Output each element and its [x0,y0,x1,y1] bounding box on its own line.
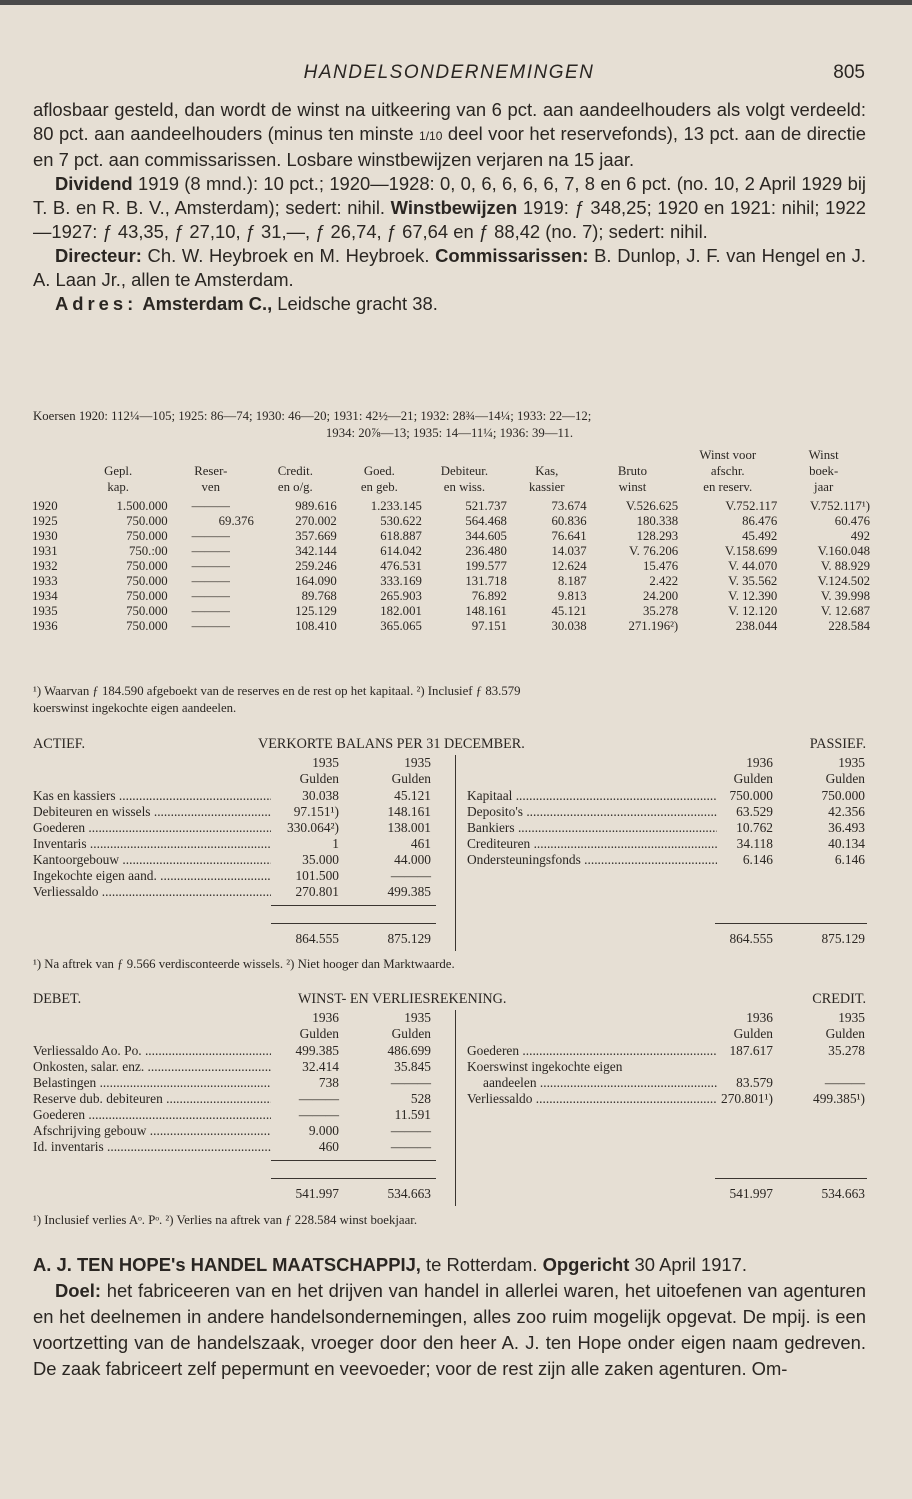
stats-header-cell [69,447,168,463]
stats-header-cell [32,447,69,463]
total-rule [715,1178,867,1179]
total-rule [271,923,436,924]
stats-footnote [33,683,866,717]
line-value: 6.146 [834,852,865,867]
col-year: 1935 [838,1010,865,1025]
winst-verliesrekening [33,990,866,1208]
line-value: ——— [390,1075,431,1090]
total-value: 864.555 [729,931,773,946]
balance-title: VERKORTE BALANS PER 31 DECEMBER. [258,736,525,752]
stats-header-cell: Credit. [277,464,313,478]
line-value: 738 [318,1075,339,1090]
line-value: ——— [298,1091,339,1106]
pl-heading [33,990,866,1008]
col-unit: Gulden [733,771,773,786]
dividend-label: Dividend [55,173,133,194]
line-value: 42.356 [828,804,865,819]
stats-cell: ——— [191,499,230,513]
stats-row [32,499,870,514]
fraction-tenth: 1/10 [419,129,443,143]
stats-cell: V.160.048 [817,544,870,558]
stats-cell: 86.476 [742,514,778,528]
col-unit: Gulden [825,1026,865,1041]
stats-cell: 750.000 [126,619,168,633]
stats-header-cell: Goed. [363,464,395,478]
line-value: 63.529 [736,804,773,819]
stats-cell: ——— [191,529,230,543]
line-label: Kas en kassiers ..... [33,788,271,804]
stats-cell: 2.422 [649,574,679,588]
stats-header-cell: en geb. [360,480,398,494]
stats-cell: 750.000 [126,589,168,603]
stats-cell: 259.246 [295,559,337,573]
stats-cell: 14.037 [551,544,587,558]
stats-cell: 125.129 [295,604,337,618]
stats-header-cell [587,447,679,463]
line-label: Id. inventaris ..... [33,1139,271,1155]
koersen-line1: Koersen 1920: 112¼—105; 1925: 86—74; 1930: 46—20; 1931: 42½—21; 1932: 28¾—14¼; 1933: 22—12; [33,409,592,423]
line-value: 34.118 [736,836,773,851]
doel-text: het fabriceeren van en het drijven van handel in allerlei waren, het uitoefenen van agenturen en het deelnemen in andere handelsondernemingen, alles zoo ruim mogelijk opgevat. De mpij. is een voortzetting van de handelszaak, vroeger door den heer A. J. ten Hope onder eigen naam gedreven. De zaak fabriceert zelf pepermunt en veevoeder; voor de rest zijn alle zaken agenturen. Om- [33,1280,866,1379]
line-value: 97.151¹) [293,804,339,819]
line-value: 270.801 [295,884,339,899]
line-value: 138.001 [387,820,431,835]
stats-cell: 97.151 [471,619,507,633]
winstbewijzen-label: Winstbewijzen [390,197,518,218]
line-label: Reserve dub. debiteuren ..... [33,1091,271,1107]
stats-cell: 24.200 [643,589,679,603]
stats-cell: 357.669 [295,529,337,543]
stats-cell: 60.836 [551,514,587,528]
stats-header-cell: en wiss. [443,480,486,494]
line-label: Verliessaldo ..... [467,1091,717,1107]
line-value: 499.385¹) [813,1091,865,1106]
line-value: ——— [390,1139,431,1154]
stats-header-cell [507,447,587,463]
winstbewijzen-text: 1919: ƒ 348,25; 1920 en 1921: nihil; 1922—1927: ƒ 43,35, ƒ 27,10, ƒ 31,—, ƒ 26,74, ƒ 67,64 en ƒ 88,42 (no. 7); sedert: nihil. [33,197,867,242]
stats-cell: 1.233.145 [370,499,422,513]
line-label: Onkosten, salar. enz. ..... [33,1059,271,1075]
stats-row [32,514,870,529]
koersen-line2: 1934: 20⅞—13; 1935: 14—11¼; 1936: 39—11. [325,426,574,440]
line-label: Verliessaldo ..... [33,884,271,900]
stats-footnote-line1: ¹) Waarvan ƒ 184.590 afgeboekt van de reserves en de rest op het kapitaal. ²) Inclusief ƒ 83.579 [33,684,521,698]
line-value: 35.000 [302,852,339,867]
stats-header-row [32,447,870,463]
total-value: 875.129 [387,931,431,946]
stats-cell: 69.376 [218,514,254,528]
intro-text [33,98,866,316]
line-label: Inventaris ..... [33,836,271,852]
line-value: 32.414 [302,1059,339,1074]
stats-cell: V. 39.998 [820,589,870,603]
stats-header-cell [422,447,507,463]
stats-header-row [32,479,870,495]
header-title: HANDELSONDERNEMINGEN [303,62,595,83]
stats-cell: 1931 [32,544,58,558]
stats-header-cell: Winst [808,448,839,462]
stats-row [32,529,870,544]
stats-row [32,589,870,604]
total-rule [271,905,436,906]
doel-label: Doel: [55,1280,101,1301]
stats-cell: 228.584 [828,619,870,633]
page-number: 805 [833,62,865,83]
stats-cell: 45.121 [551,604,587,618]
stats-row [32,559,870,574]
stats-cell: 342.144 [295,544,337,558]
stats-cell: 521.737 [465,499,507,513]
col-unit: Gulden [825,771,865,786]
stats-cell: 30.038 [551,619,587,633]
line-value: 187.617 [729,1043,773,1058]
stats-cell: 365.065 [380,619,422,633]
stats-cell: 271.196²) [628,619,679,633]
stats-cell: 989.616 [295,499,337,513]
stats-header-cell [337,447,422,463]
line-value: 101.500 [295,868,339,883]
stats-cell: 614.042 [380,544,422,558]
stats-header-cell: en o/g. [277,480,313,494]
stats-cell: 1934 [32,589,58,603]
line-value: 148.161 [387,804,431,819]
stats-header-cell: Gepl. [104,464,133,478]
stats-header-cell: Bruto [617,464,647,478]
credit-heading: CREDIT. [812,991,866,1007]
stats-row [32,574,870,589]
stats-cell: 333.169 [380,574,422,588]
total-value: 534.663 [387,1186,431,1201]
col-year: 1935 [312,755,339,770]
stats-cell: 76.641 [551,529,587,543]
debet-heading: DEBET. [33,991,82,1007]
stats-cell: 35.278 [643,604,679,618]
stats-cell: 9.813 [557,589,587,603]
stats-cell: 1930 [32,529,58,543]
pl-footnote: ¹) Inclusief verlies Aᵒ. Pᵒ. ²) Verlies na aftrek van ƒ 228.584 winst boekjaar. [33,1213,418,1227]
line-value: 44.000 [394,852,431,867]
total-value: 541.997 [295,1186,339,1201]
total-value: 534.663 [821,1186,865,1201]
stats-cell: V.158.699 [724,544,778,558]
stats-cell: 73.674 [551,499,587,513]
stats-cell: V. 35.562 [728,574,778,588]
stats-cell: 530.622 [380,514,422,528]
col-year: 1935 [838,755,865,770]
col-unit: Gulden [391,1026,431,1041]
line-value: 36.493 [828,820,865,835]
col-year: 1936 [746,755,773,770]
total-value: 541.997 [729,1186,773,1201]
stats-cell: V.526.625 [625,499,679,513]
col-unit: Gulden [391,771,431,786]
line-value: 35.278 [828,1043,865,1058]
company-name: A. J. TEN HOPE's HANDEL MAATSCHAPPIJ, [33,1254,421,1275]
line-value: 6.146 [742,852,773,867]
stats-cell: 492 [850,529,870,543]
stats-header-cell [254,447,337,463]
total-value: 875.129 [821,931,865,946]
balance-heading [33,735,866,753]
stats-header-cell: kassier [529,480,565,494]
line-value: 460 [318,1139,339,1154]
line-value: 330.064²) [287,820,339,835]
stats-cell: 1925 [32,514,58,528]
stats-cell: 45.492 [742,529,778,543]
stats-cell: 1936 [32,619,58,633]
balance-divider [455,755,456,951]
intro-line1: aflosbaar gesteld, dan wordt de winst na uitkeering van 6 pct. aan aandeelhouders als volgt verdeeld: 80 pct. aan aandeelhouders (minus ten minste [33,99,866,144]
col-year: 1935 [404,1010,431,1025]
line-value: 35.845 [394,1059,431,1074]
stats-header-cell [168,447,254,463]
stats-cell: ——— [191,619,230,633]
line-value: ——— [824,1075,865,1090]
col-year: 1935 [404,755,431,770]
stats-cell: 265.903 [380,589,422,603]
stats-header-cell: Debiteur. [440,464,489,478]
stats-cell: 108.410 [295,619,337,633]
running-header [33,62,865,88]
stats-cell: 750.000 [126,574,168,588]
line-value: 9.000 [308,1123,339,1138]
adres-city: Amsterdam C., [142,293,273,314]
line-value: 750.000 [821,788,865,803]
stats-cell: V. 44.070 [728,559,778,573]
line-value: ——— [298,1107,339,1122]
col-year: 1936 [746,1010,773,1025]
stats-cell: ——— [191,589,230,603]
stats-cell: 1932 [32,559,58,573]
line-value: 461 [410,836,431,851]
stats-cell: ——— [191,574,230,588]
stats-cell: V.124.502 [817,574,870,588]
stats-cell: 750.000 [126,559,168,573]
line-label: Debiteuren en wissels ..... [33,804,271,820]
actief-heading: ACTIEF. [33,736,86,752]
opgericht-text: 30 April 1917. [629,1254,748,1275]
col-unit: Gulden [299,1026,339,1041]
total-value: 864.555 [295,931,339,946]
stats-cell: 270.002 [295,514,337,528]
stats-cell: V. 76.206 [629,544,679,558]
line-label: Afschrijving gebouw ..... [33,1123,271,1139]
adres-street: Leidsche gracht 38. [272,293,438,314]
company-entry [33,1252,866,1382]
line-value: 10.762 [736,820,773,835]
stats-cell: ——— [191,559,230,573]
stats-header-cell: en reserv. [703,480,753,494]
col-unit: Gulden [733,1026,773,1041]
stats-cell: 1.500.000 [116,499,168,513]
stats-header-cell [32,479,69,495]
stats-cell: 182.001 [380,604,422,618]
adres-label: Adres: [55,293,138,314]
line-label: Goederen ..... [33,1107,271,1123]
stats-header-cell: Kas, [535,464,559,478]
col-year: 1936 [312,1010,339,1025]
stats-cell: V. 12.687 [820,604,870,618]
line-label: Goederen ..... [33,820,271,836]
stats-cell: ——— [191,544,230,558]
stats-cell: 199.577 [465,559,507,573]
passief-heading: PASSIEF. [809,736,866,752]
line-value: 40.134 [828,836,865,851]
stats-cell: 238.044 [735,619,778,633]
stats-row [32,619,870,634]
line-value: ——— [390,868,431,883]
line-label: Verliessaldo Ao. Po. ..... [33,1043,271,1059]
stats-cell: 750.000 [126,604,168,618]
stats-cell: V.752.117¹) [809,499,870,513]
stats-footnote-line2: koerswinst ingekochte eigen aandeelen. [33,701,237,715]
line-label: Goederen ..... [467,1043,717,1059]
line-label: Koerswinst ingekochte eigen [467,1059,623,1074]
stats-cell: 344.605 [465,529,507,543]
line-value: 528 [410,1091,431,1106]
line-label: Belastingen ..... [33,1075,271,1091]
line-value: 486.699 [387,1043,431,1058]
stats-cell: 1935 [32,604,58,618]
line-label: Crediteuren ..... [467,836,717,852]
stats-cell: 164.090 [295,574,337,588]
stats-header-cell: winst [618,480,647,494]
opgericht-label: Opgericht [542,1254,630,1275]
stats-cell: V. 88.929 [820,559,870,573]
stats-cell: V. 12.390 [728,589,778,603]
stats-cell: V.752.117 [725,499,778,513]
line-value: 30.038 [302,788,339,803]
stats-cell: 12.624 [551,559,587,573]
stats-cell: 148.161 [465,604,507,618]
balance-footnote: ¹) Na aftrek van ƒ 9.566 verdisconteerde wissels. ²) Niet hooger dan Marktwaarde. [33,957,455,971]
stats-cell: 618.887 [380,529,422,543]
commissarissen-text: B. Dunlop, J. F. van Hengel en J. A. Laan Jr., allen te Amsterdam. [33,245,866,290]
balance-sheet [33,735,866,953]
stats-cell: 750.000 [126,514,168,528]
stats-cell: 476.531 [380,559,422,573]
line-value: 270.801¹) [721,1091,773,1106]
stats-header-cell: Reser- [194,464,228,478]
stats-cell: ——— [191,604,230,618]
stats-cell: 1933 [32,574,58,588]
stats-cell: 180.338 [636,514,679,528]
line-value: 499.385 [295,1043,339,1058]
stats-cell: V. 12.120 [728,604,778,618]
line-value: 750.000 [729,788,773,803]
line-value: 1 [332,836,339,851]
line-label: aandeelen ..... [483,1075,717,1091]
line-value: 499.385 [387,884,431,899]
total-rule [715,923,867,924]
stats-header-row [32,463,870,479]
stats-cell: 564.468 [465,514,507,528]
line-label: Deposito's ..... [467,804,717,820]
line-label: Ondersteuningsfonds ..... [467,852,717,868]
line-value: 83.579 [736,1075,773,1090]
stats-cell: 131.718 [465,574,507,588]
stats-cell: 89.768 [301,589,337,603]
directeur-text: Ch. W. Heybroek en M. Heybroek. [141,245,436,266]
stats-header-cell: kap. [107,480,129,494]
line-label: Bankiers ..... [467,820,717,836]
stats-cell: 8.187 [557,574,587,588]
stats-cell: 1920 [32,499,58,513]
stats-header-cell: jaar [814,480,834,494]
stats-cell: 15.476 [643,559,679,573]
stats-row [32,544,870,559]
company-place: te Rotterdam. [420,1254,543,1275]
line-label: Kantoorgebouw ..... [33,852,271,868]
line-value: ——— [390,1123,431,1138]
col-unit: Gulden [299,771,339,786]
stats-cell: 60.476 [834,514,870,528]
koersen-block [33,408,866,442]
stats-header-cell: boek- [809,464,839,478]
stats-header-cell: afschr. [710,464,745,478]
stats-row [32,604,870,619]
intro-line2: deel voor het reservefonds), 13 pct. aan de directie en 7 pct. aan commissarissen. Losbare winstbewijzen verjaren na 15 jaar. [33,123,866,170]
line-label: Kapitaal ..... [467,788,717,804]
total-rule [271,1178,436,1179]
dividend-text: 1919 (8 mnd.): 10 pct.; 1920—1928: 0, 0, 6, 6, 6, 6, 7, 8 en 6 pct. (no. 10, 2 April 1929 bij T. B. en R. B. V., Amsterdam); sedert: nihil. [33,173,866,218]
stats-cell: 128.293 [636,529,679,543]
stats-header-cell: ven [201,480,221,494]
pl-title: WINST- EN VERLIESREKENING. [298,991,507,1007]
line-label: Ingekochte eigen aand. ..... [33,868,271,884]
stats-cell: 750.:00 [128,544,168,558]
stats-cell: 76.892 [471,589,507,603]
total-rule [271,1160,436,1161]
line-value: 11.591 [394,1107,431,1122]
line-value: 45.121 [394,788,431,803]
stats-header-cell [32,463,69,479]
statistics-table [32,447,870,634]
directeur-label: Directeur: [55,245,142,266]
stats-cell: 236.480 [465,544,507,558]
pl-divider [455,1010,456,1206]
commissarissen-label: Commissarissen: [435,245,589,266]
stats-header-cell: Winst voor [699,448,757,462]
stats-cell: 750.000 [126,529,168,543]
